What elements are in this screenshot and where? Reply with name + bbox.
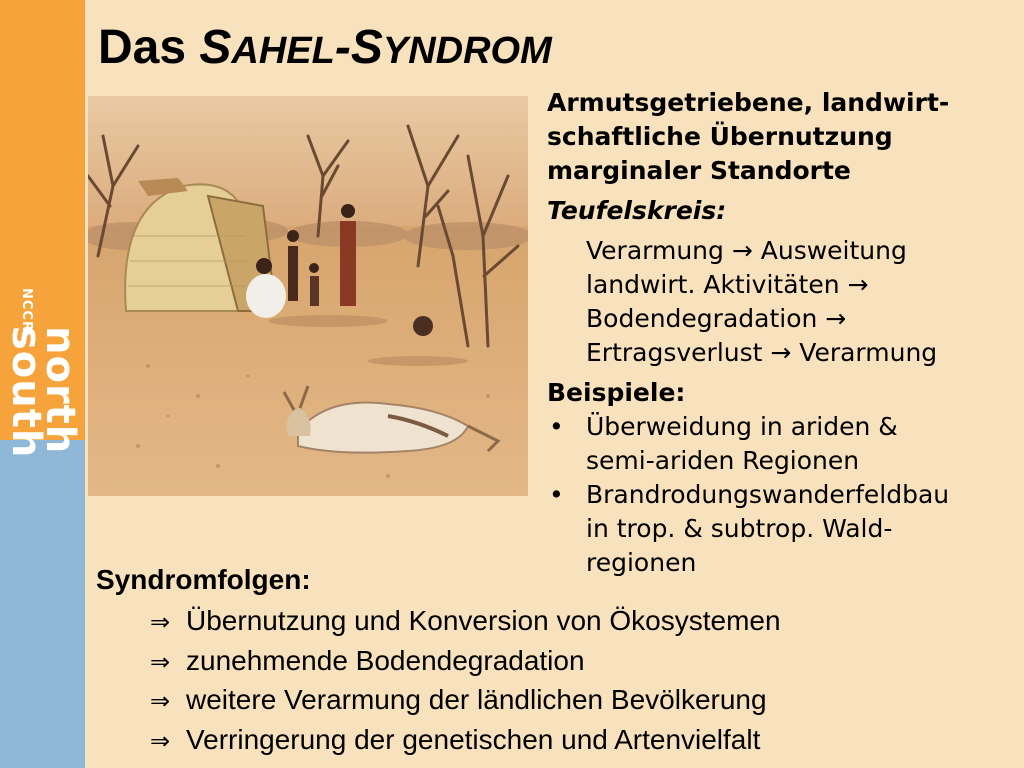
right-arrow-icon: → xyxy=(770,338,792,367)
chain-text: Verarmung xyxy=(586,236,732,265)
beispiele-heading: Beispiele: xyxy=(547,378,686,407)
definition-block xyxy=(547,86,1012,188)
teufelskreis-chain xyxy=(547,234,1012,370)
sidebar-blue-band xyxy=(0,440,85,768)
list-item xyxy=(547,410,1012,478)
chain-line xyxy=(586,234,1012,268)
list-item-line: Brandrodungswanderfeldbau xyxy=(586,480,950,509)
right-arrow-icon: → xyxy=(847,270,869,299)
teufelskreis-heading: Teufelskreis: xyxy=(547,196,727,225)
slide-title xyxy=(98,20,552,79)
chain-line xyxy=(586,302,1012,336)
implies-arrow-icon: ⇒ xyxy=(150,647,171,676)
bullet-icon: • xyxy=(549,412,564,441)
implies-arrow-icon: ⇒ xyxy=(150,608,171,636)
definition-line: marginaler Standorte xyxy=(547,156,851,185)
chain-text: Bodendegradation xyxy=(586,304,826,333)
bullet-icon: • xyxy=(549,480,564,509)
list-item-line: in trop. & subtrop. Wald- xyxy=(586,514,893,543)
implies-arrow-icon: ⇒ xyxy=(150,726,171,755)
brand-sidebar xyxy=(0,0,85,768)
list-item-line: Überweidung in ariden & xyxy=(586,412,898,441)
list-item xyxy=(150,642,781,682)
syndromfolgen-heading: Syndromfolgen: xyxy=(96,564,311,595)
list-item-line: regionen xyxy=(586,548,697,577)
beispiele-list xyxy=(547,410,1012,580)
right-text-column xyxy=(547,86,1012,580)
chain-text: Verarmung xyxy=(791,338,938,367)
photo-illustration xyxy=(88,96,528,496)
sahel-landscape-photo xyxy=(88,96,528,496)
list-item xyxy=(150,721,781,761)
logo-nccr-text: NCCR xyxy=(19,288,34,332)
chain-text: landwirt. Aktivitäten xyxy=(586,270,848,299)
right-arrow-icon: → xyxy=(731,236,753,265)
consequence-text: Verringerung der genetischen und Artenvielfalt xyxy=(186,723,761,755)
logo-south-text: south xyxy=(3,326,49,459)
list-item xyxy=(150,602,781,642)
chain-line xyxy=(586,268,1012,302)
title-syndrome-name: SAHEL-SYNDROM xyxy=(199,21,552,74)
right-arrow-icon: → xyxy=(825,304,847,333)
consequence-text: Übernutzung und Konversion von Ökosystemen xyxy=(186,605,781,636)
logo-north-text: north xyxy=(37,326,83,455)
list-item xyxy=(150,681,781,721)
chain-text: Ertragsverlust xyxy=(586,338,771,367)
list-item xyxy=(547,478,1012,580)
implies-arrow-icon: ⇒ xyxy=(150,687,171,715)
chain-text: Ausweitung xyxy=(752,236,907,265)
definition-line: Armutsgetriebene, landwirt- xyxy=(547,88,950,117)
consequence-text: zunehmende Bodendegradation xyxy=(186,644,585,676)
title-prefix: Das xyxy=(98,21,200,74)
consequence-text: weitere Verarmung der ländlichen Bevölkerung xyxy=(186,684,767,715)
definition-line: schaftliche Übernutzung xyxy=(547,122,893,151)
chain-line xyxy=(586,336,1012,370)
syndromfolgen-list xyxy=(150,602,781,760)
nccr-north-south-logo xyxy=(2,288,82,488)
list-item-line: semi-ariden Regionen xyxy=(586,446,860,475)
